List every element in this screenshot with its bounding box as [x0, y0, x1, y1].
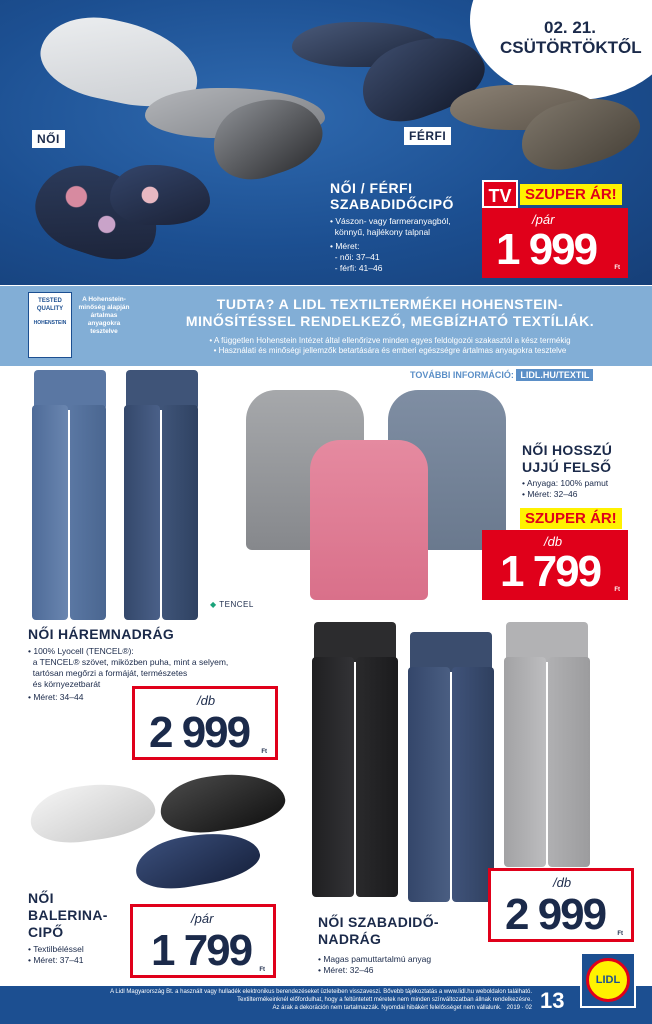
super-price-label-shoes: SZUPER ÁR!	[520, 184, 622, 205]
more-info: TOVÁBBI INFORMÁCIÓ: LIDL.HU/TEXTIL	[410, 370, 593, 380]
tops-title: NŐI HOSSZÚ UJJÚ FELSŐ	[522, 442, 613, 475]
label-men: FÉRFI	[404, 127, 451, 145]
price-box-shoes: /pár 1 999 Ft	[482, 208, 628, 278]
harem-pants-light-image	[28, 370, 108, 620]
tencel-logo: ◆ TENCEL	[210, 600, 254, 609]
harem-title: NŐI HÁREMNADRÁG	[28, 626, 175, 642]
tops-bullets: • Anyaga: 100% pamut • Méret: 32–46	[522, 478, 609, 499]
ballerina-white-image	[27, 777, 158, 849]
price-unit: /pár	[532, 212, 555, 227]
band-notes: • A független Hohenstein Intézet által ellenőrizve minden egyes feldolgozói szakasztól a kész termékig • Használati és minőségi jellemzők betartására és emberi egészségre ártalmas anyagokra tesztelve	[209, 336, 571, 355]
price-value: 1 799	[500, 547, 601, 596]
lidl-logo: LIDL	[580, 952, 636, 1008]
price-value: 1 999	[496, 225, 597, 274]
tested-quality-badge: TESTED QUALITY HOHENSTEIN	[28, 292, 72, 358]
sweatpants-navy-image	[406, 632, 496, 902]
sweatpants-black-image	[310, 622, 400, 897]
badge-side-text: A Hohenstein-minőség alapján ártalmas anyagokra tesztelve	[78, 296, 130, 335]
date-text	[500, 18, 640, 58]
price-box-tops: /db 1 799 Ft	[482, 530, 628, 600]
top-pink-image	[310, 440, 428, 600]
tv-badge: TV	[482, 180, 518, 208]
super-price-label-tops: SZUPER ÁR!	[520, 508, 622, 529]
ballerina-black-image	[157, 767, 288, 839]
date-line-2: CSÜTÖRTÖKTŐL	[500, 38, 642, 57]
price-value: 2 999	[149, 708, 250, 757]
footer-legal: A Lidl Magyarország Bt. a használt vagy hulladék elektronikus berendezéseket üzleteiben visszaveszi. Bővebb tájékoztatás a www.lidl.hu weboldalon található. Textiltermékeinknél előfordulhat, hogy a feltüntetett méretek nem minden színváltozatban állnak rendelkezésre. Az árak a dekoráción nem tartalmazzák. Nyomdai hibákért felelősséget nem vállalunk. 2019 · 02	[110, 989, 532, 1011]
ballerina-title: NŐI BALERINA- CIPŐ	[28, 890, 108, 940]
harem-bullets: • 100% Lyocell (TENCEL®): a TENCEL® szövet, miközben puha, mint a selyem, tartósan megőrzi a formáját, természetes és környezetbarát • Méret: 34–44	[28, 646, 229, 702]
band-title: TUDTA? A LIDL TEXTILTERMÉKEI HOHENSTEIN- MINŐSÍTÉSSEL RENDELKEZŐ, MEGBÍZHATÓ TEXTÍLIÁK.	[185, 296, 595, 329]
sweatpants-bullets: • Magas pamuttartalmú anyag • Méret: 32–46	[318, 954, 432, 975]
sweatpants-grey-image	[502, 622, 592, 867]
ballerina-navy-image	[132, 825, 264, 896]
ballerina-bullets: • Textilbéléssel • Méret: 37–41	[28, 944, 84, 965]
price-box-sweatpants: /db 2 999 Ft	[488, 868, 634, 942]
page-number: 13	[540, 988, 565, 1013]
price-box-ballerina: /pár 1 799 Ft	[130, 904, 276, 978]
sweatpants-title: NŐI SZABADIDŐ- NADRÁG	[318, 914, 439, 947]
date-line-1: 02. 21.	[544, 18, 596, 37]
price-box-harem: /db 2 999 Ft	[132, 686, 278, 760]
harem-pants-dark-image	[120, 370, 200, 620]
shoes-title: NŐI / FÉRFI SZABADIDŐCIPŐ	[330, 180, 454, 212]
more-info-link[interactable]: LIDL.HU/TEXTIL	[516, 369, 593, 381]
shoes-bullets: • Vászon- vagy farmeranyagból, könnyű, hajlékony talpпal • Méret: - női: 37–41 - férfi: 41–46	[330, 216, 451, 273]
price-value: 1 799	[151, 926, 252, 975]
label-women: NŐI	[32, 130, 65, 148]
price-value: 2 999	[505, 890, 606, 939]
